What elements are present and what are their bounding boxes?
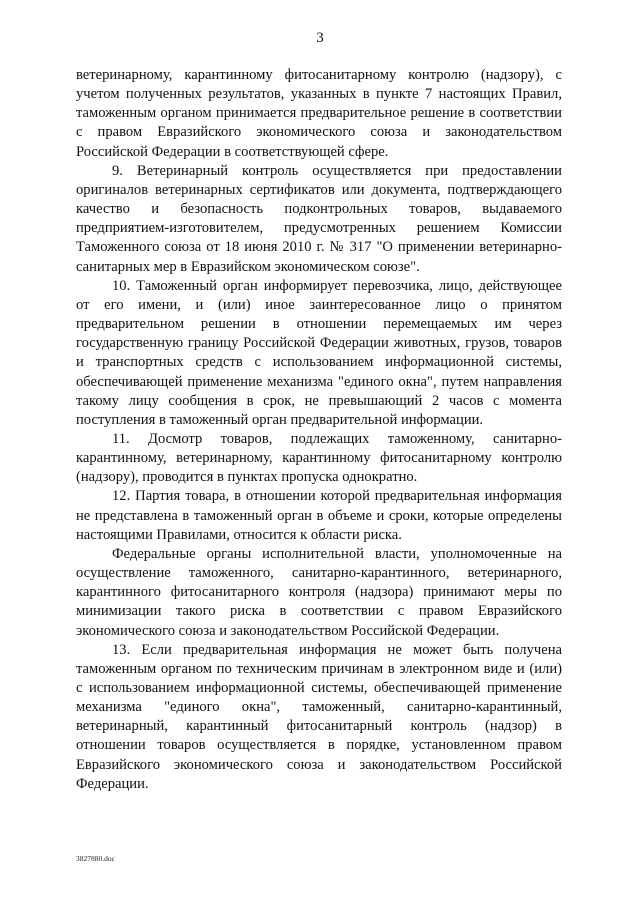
paragraph-item-12: 12. Партия товара, в отношении которой предварительная информация не представлена в таможенный орган в объеме и сроки, которые определены настоящими Правилами, относится к области риска. xyxy=(76,488,562,543)
page-number: 3 xyxy=(316,30,324,46)
paragraph-item-11: 11. Досмотр товаров, подлежащих таможенному, санитарно-карантинному, ветеринарному, карантинному фитосанитарному контролю (надзору), проводится в пунктах пропуска однократно. xyxy=(76,430,562,486)
paragraph-continuation: ветеринарному, карантинному фитосанитарному контролю (надзору), с учетом полученных результатов, указанных в пункте 7 настоящих Правил, таможенным органом принимается предварительное решение в соответствии с правом Евразийского экономического союза и законодательством Российской Федерации в соответствующей сфере. xyxy=(76,67,562,160)
paragraph-item-13: 13. Если предварительная информация не может быть получена таможенным органом по техническим причинам в электронном виде и (или) с использованием информационной системы, обеспечивающей применение механизма "единого окна", таможенный, санитарно-карантинный, ветеринарный, карантинный фитосанитарный контроль (надзор) в отношении товаров осуществляется в порядке, установленном правом Евразийского экономического союза и законодательством Российской Федерации. xyxy=(76,641,562,792)
paragraph-item-9: 9. Ветеринарный контроль осуществляется при предоставлении оригиналов ветеринарных сертификатов или документа, подтверждающего качество и безопасность подконтрольных товаров, выдаваемого предприятием-изготовителем, предусмотренных решением Комиссии Таможенного союза от 18 июня 2010 г. № 317 "О применении ветеринарно-санитарных мер в Евразийском экономическом союзе". xyxy=(76,162,562,275)
document-body xyxy=(76,66,562,794)
paragraph-item-10: 10. Таможенный орган информирует перевозчика, лицо, действующее от его имени, и (или) иное заинтересованное лицо о принятом предварительном решении в отношении перемещаемых им через государственную границу Российской Федерации животных, грузов, товаров и транспортных средств с использованием информационной системы, обеспечивающей применение механизма "единого окна", путем направления такому лицу сообщения в срок, не превышающий 2 часов с момента поступления в таможенный орган предварительной информации. xyxy=(76,277,562,428)
paragraph-federal-bodies: Федеральные органы исполнительной власти, уполномоченные на осуществление таможенного, санитарно-карантинного, ветеринарного, карантинного фитосанитарного контроля (надзора) принимают меры по минимизации такого риска в соответствии с правом Евразийского экономического союза и законодательством Российской Федерации. xyxy=(76,545,562,639)
file-name-footer: 3827880.doc xyxy=(76,854,115,863)
